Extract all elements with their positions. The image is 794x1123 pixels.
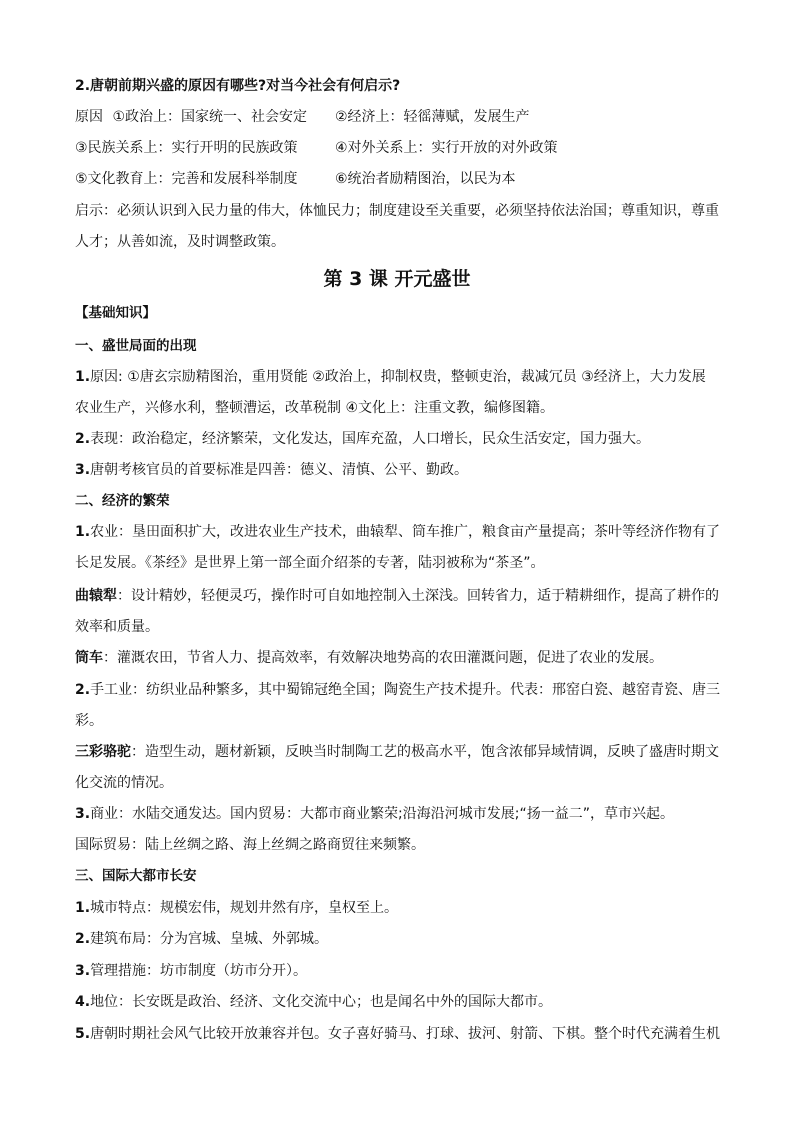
s2-item-1-text: 农业：垦田面积扩大，改进农业生产技术，曲辕犁、筒车推广，粮食亩产量提高；茶叶等经济作物有了 bbox=[90, 524, 721, 540]
s1-item-3-number: 3. bbox=[75, 462, 91, 478]
reason-row-3 bbox=[75, 169, 725, 189]
s2-item-3-text: 商业：水陆交通发达。国内贸易：大都市商业繁荣;沿海沿河城市发展;“扬一益二”，草市兴起。 bbox=[90, 806, 674, 822]
quyuanli-label: 曲辕犁 bbox=[75, 588, 117, 604]
s3-item-5 bbox=[75, 1024, 725, 1044]
s3-item-4-number: 4. bbox=[75, 994, 91, 1010]
s2-item-1-line-2: 长足发展。《茶经》是世界上第一部全面介绍茶的专著，陆羽被称为“茶圣”。 bbox=[75, 555, 545, 571]
s2-item-2-line-1 bbox=[75, 680, 725, 700]
tongche-line bbox=[75, 648, 725, 668]
s3-item-3 bbox=[75, 961, 725, 981]
s2-item-1-number: 1. bbox=[75, 524, 91, 540]
s2-item-2-number: 2. bbox=[75, 682, 91, 698]
reason-5: ⑤文化教育上：完善和发展科举制度 bbox=[75, 171, 298, 187]
basic-knowledge-label: 【基础知识】 bbox=[75, 305, 156, 321]
s3-item-1-text: 城市特点：规模宏伟，规划井然有序，皇权至上。 bbox=[90, 900, 399, 916]
section-3-heading: 三、国际大都市长安 bbox=[75, 868, 197, 884]
reason-3: ③民族关系上：实行开明的民族政策 bbox=[75, 140, 298, 156]
s3-item-3-number: 3. bbox=[75, 963, 91, 979]
s1-item-2-number: 2. bbox=[75, 431, 91, 447]
s3-item-2-text: 建筑布局：分为宫城、皇城、外郭城。 bbox=[90, 931, 329, 947]
insight-line-1: 启示：必须认识到入民力量的伟大，体恤民力；制度建设至关重要，必须坚持依法治国；尊重知识，尊重 bbox=[75, 203, 719, 219]
reason-2: ②经济上：轻徭薄赋，发展生产 bbox=[335, 109, 530, 125]
reason-prefix: 原因 bbox=[75, 109, 103, 125]
tongche-text: ：灌溉农田，节省人力、提高效率，有效解决地势高的农田灌溉问题，促进了农业的发展。 bbox=[103, 650, 663, 666]
s2-item-3 bbox=[75, 804, 725, 824]
s1-item-1-line-1 bbox=[75, 367, 725, 387]
s2-item-2-line-2: 彩。 bbox=[75, 713, 103, 729]
s3-item-2-number: 2. bbox=[75, 931, 91, 947]
s3-item-5-text: 唐朝时期社会风气比较开放兼容并包。女子喜好骑马、打球、拔河、射箭、下棋。整个时代充满着生机 bbox=[90, 1026, 721, 1042]
s3-item-2 bbox=[75, 929, 725, 949]
tongche-label: 筒车 bbox=[75, 650, 103, 666]
insight-line-2: 人才；从善如流，及时调整政策。 bbox=[75, 234, 285, 250]
reason-4: ④对外关系上：实行开放的对外政策 bbox=[335, 140, 558, 156]
reason-row-1 bbox=[75, 107, 725, 127]
section-1-heading: 一、盛世局面的出现 bbox=[75, 338, 197, 354]
reason-1: ①政治上：国家统一、社会安定 bbox=[112, 109, 308, 125]
s1-item-2-text: 表现：政治稳定，经济繁荣，文化发达，国库充盈，人口增长，民众生活安定，国力强大。 bbox=[90, 431, 651, 447]
s2-item-3-number: 3. bbox=[75, 806, 91, 822]
s1-item-1-text: 原因: ①唐玄宗励精图治，重用贤能 ②政治上，抑制权贵，整顿吏治，裁减冗员 ③经济上，大力发展 bbox=[90, 369, 706, 385]
s2-item-1-line-1 bbox=[75, 522, 725, 542]
quyuanli-line-2: 效率和质量。 bbox=[75, 619, 159, 635]
s1-item-2 bbox=[75, 429, 725, 449]
sancai-line-1 bbox=[75, 742, 725, 762]
reason-row-2 bbox=[75, 138, 725, 158]
s3-item-1-number: 1. bbox=[75, 900, 91, 916]
s3-item-1 bbox=[75, 898, 725, 918]
reason-6: ⑥统治者励精图治，以民为本 bbox=[335, 171, 516, 187]
sancai-text: ：造型生动，题材新颖，反映当时制陶工艺的极高水平，饱含浓郁异域情调，反映了盛唐时期文 bbox=[131, 744, 719, 760]
lesson-title: 第 3 课 开元盛世 bbox=[323, 268, 471, 290]
question-2: 2.唐朝前期兴盛的原因有哪些?对当今社会有何启示? bbox=[75, 78, 401, 94]
s3-item-4-text: 地位：长安既是政治、经济、文化交流中心；也是闻名中外的国际大都市。 bbox=[90, 994, 553, 1010]
sancai-line-2: 化交流的情况。 bbox=[75, 775, 173, 791]
s1-item-1-number: 1. bbox=[75, 369, 91, 385]
section-2-heading: 二、经济的繁荣 bbox=[75, 493, 170, 509]
s3-item-5-number: 5. bbox=[75, 1026, 91, 1042]
s1-item-1-line-2: 农业生产，兴修水利，整顿漕运，改革税制 ④文化上：注重文教，编修图籍。 bbox=[75, 400, 554, 416]
s3-item-3-text: 管理措施：坊市制度（坊市分开）。 bbox=[90, 963, 308, 979]
sancai-label: 三彩骆驼 bbox=[75, 744, 131, 760]
s1-item-3 bbox=[75, 460, 725, 480]
s1-item-3-text: 唐朝考核官员的首要标准是四善：德义、清慎、公平、勤政。 bbox=[90, 462, 469, 478]
quyuanli-line-1 bbox=[75, 586, 725, 606]
s3-item-4 bbox=[75, 992, 725, 1012]
intl-trade-line: 国际贸易：陆上丝绸之路、海上丝绸之路商贸往来频繁。 bbox=[75, 837, 425, 853]
s2-item-2-text: 手工业：纺织业品种繁多，其中蜀锦冠绝全国；陶瓷生产技术提升。代表：邢窑白瓷、越窑青瓷、唐三 bbox=[90, 682, 721, 698]
quyuanli-text: ：设计精妙，轻便灵巧，操作时可自如地控制入土深浅。回转省力，适于精耕细作，提高了耕作的 bbox=[117, 588, 719, 604]
